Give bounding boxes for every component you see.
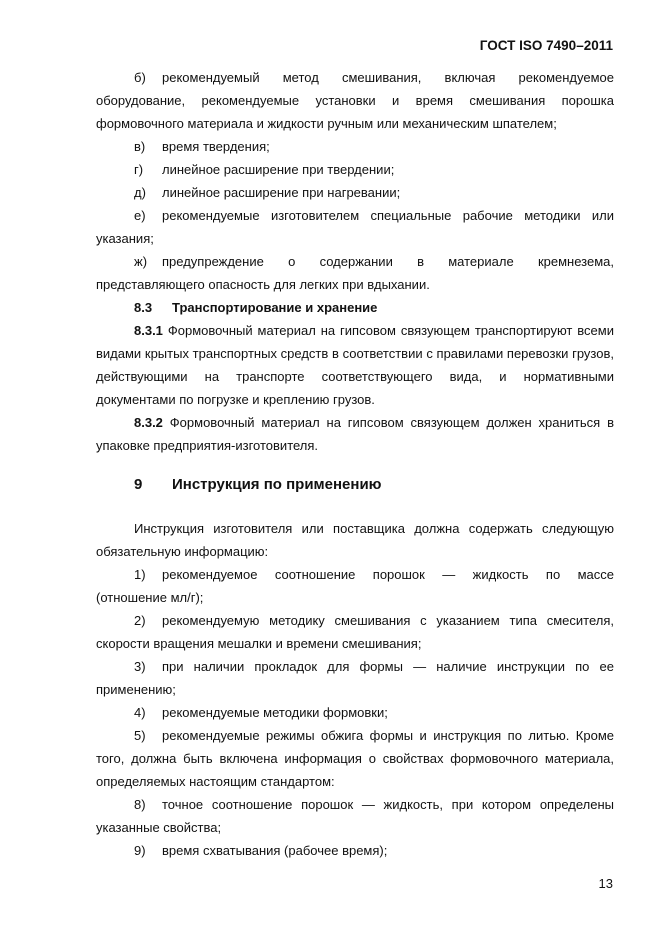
list-item [96, 181, 614, 204]
list-continuation: того, должна быть включена информация о свойствах формовочного материала, определяемых настоящим стандартом: [96, 751, 614, 789]
subsection-title: Транспортирование и хранение [172, 300, 378, 315]
subsection-heading [96, 296, 614, 319]
subsection-number: 8.3 [134, 300, 153, 315]
clause-8-3-1 [96, 319, 614, 411]
clause-text: Формовочный материал на гипсовом связующем транспортируют всеми видами крытых транспортных средств в соответствии с правилами перевозки грузов, действующими на транспорте соответствующего вида, и нормативными документами по погрузке и креплению грузов. [96, 323, 614, 407]
list-item [96, 839, 614, 862]
list-marker: 4) [134, 705, 146, 720]
list-item [96, 135, 614, 158]
list-text: время схватывания (рабочее время); [162, 843, 388, 858]
clause-text: Формовочный материал на гипсовом связующем должен храниться в упаковке предприятия-изготовителя. [96, 415, 614, 453]
list-item [96, 66, 614, 89]
list-text: рекомендуемые режимы обжига формы и инструкция по литью. Кроме [162, 728, 614, 743]
list-text: рекомендуемые методики формовки; [162, 705, 388, 720]
section-number: 9 [134, 476, 143, 493]
list-continuation: применению; [96, 682, 176, 697]
section-title: Инструкция по применению [172, 476, 382, 493]
list-text: рекомендуемую методику смешивания с указанием типа смесителя, [162, 613, 614, 628]
list-continuation: оборудование, рекомендуемые установки и время смешивания порошка формовочного материала и жидкости ручным или механическим шпателем; [96, 93, 614, 131]
list-marker: 5) [134, 728, 146, 743]
list-item [96, 724, 614, 747]
section-intro: Инструкция изготовителя или поставщика должна содержать следующую обязательную информацию: [96, 521, 614, 559]
list-marker: г) [134, 162, 144, 177]
page-number: 13 [598, 876, 613, 891]
list-item [96, 609, 614, 632]
list-text: при наличии прокладок для формы — наличие инструкции по ее [162, 659, 614, 674]
document-header: ГОСТ ISO 7490–2011 [479, 38, 613, 53]
list-marker: б) [134, 70, 146, 85]
list-marker: 9) [134, 843, 146, 858]
list-marker: 1) [134, 567, 146, 582]
list-text: рекомендуемые изготовителем специальные рабочие методики или [162, 208, 614, 223]
list-marker: д) [134, 185, 146, 200]
page-content [96, 66, 614, 862]
list-item [96, 563, 614, 586]
list-text: точное соотношение порошок — жидкость, при котором определены [162, 797, 614, 812]
list-item [96, 655, 614, 678]
list-continuation: скорости вращения мешалки и времени смешивания; [96, 636, 422, 651]
list-continuation: указания; [96, 231, 154, 246]
list-item [96, 158, 614, 181]
list-marker: е) [134, 208, 146, 223]
list-marker: в) [134, 139, 146, 154]
list-text: время твердения; [162, 139, 270, 154]
list-marker: 8) [134, 797, 146, 812]
list-text: линейное расширение при нагревании; [162, 185, 401, 200]
list-marker: 3) [134, 659, 146, 674]
list-text: рекомендуемый метод смешивания, включая рекомендуемое [162, 70, 614, 85]
list-item [96, 701, 614, 724]
clause-number: 8.3.2 [134, 415, 163, 430]
list-text: предупреждение о содержании в материале кремнезема, [162, 254, 614, 269]
list-item [96, 793, 614, 816]
list-continuation: представляющего опасность для легких при вдыхании. [96, 277, 430, 292]
list-continuation: указанные свойства; [96, 820, 222, 835]
list-marker: 2) [134, 613, 146, 628]
clause-8-3-2 [96, 411, 614, 457]
list-marker: ж) [134, 254, 148, 269]
list-text: рекомендуемое соотношение порошок — жидкость по массе [162, 567, 614, 582]
list-text: линейное расширение при твердении; [162, 162, 395, 177]
list-item [96, 204, 614, 227]
list-continuation: (отношение мл/г); [96, 590, 204, 605]
list-item [96, 250, 614, 273]
clause-number: 8.3.1 [134, 323, 163, 338]
section-heading [96, 475, 614, 495]
